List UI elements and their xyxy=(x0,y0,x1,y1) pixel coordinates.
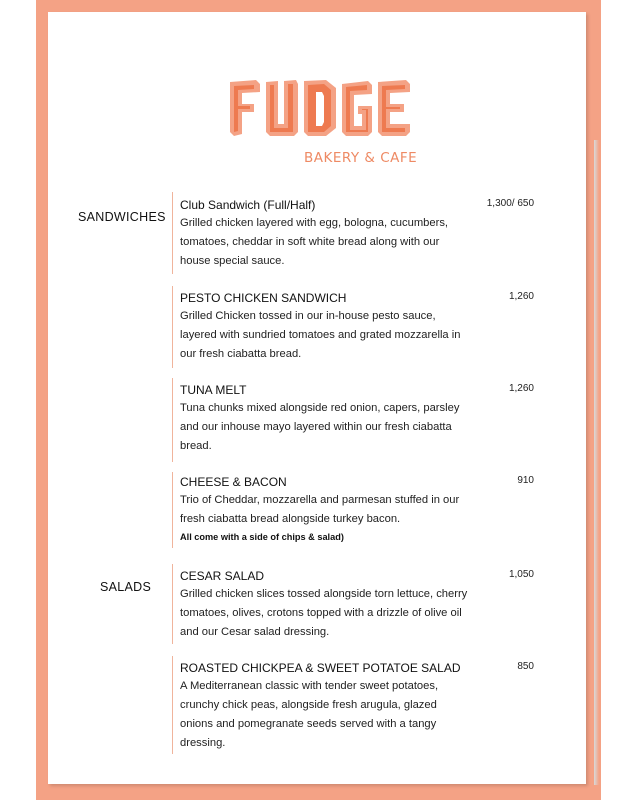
divider-line xyxy=(172,286,173,368)
item-description: Trio of Cheddar, mozzarella and parmesan stuffed in our fresh ciabatta bread alongside turkey bacon. xyxy=(180,494,460,525)
item-description: Grilled chicken slices tossed alongside torn lettuce, cherry tomatoes, olives, crotons topped with a drizzle of olive oil and our Cesar salad dressing. xyxy=(180,588,468,638)
item-description: Grilled chicken layered with egg, bologna, cucumbers, tomatoes, cheddar in soft white bread along with our house special sauce. xyxy=(180,217,449,267)
divider-line xyxy=(172,656,173,754)
item-name: CHEESE & BACON xyxy=(180,475,287,489)
item-description: Grilled Chicken tossed in our in-house pesto sauce, layered with sundried tomatoes and grated mozzarella in our fresh ciabatta bread. xyxy=(180,310,461,360)
section-label-sandwiches: SANDWICHES xyxy=(78,210,166,224)
logo-letter-e xyxy=(378,80,410,136)
menu-item xyxy=(180,659,470,753)
logo-letter-g xyxy=(342,81,372,136)
divider-line xyxy=(172,564,173,644)
logo-subtitle: BAKERY & CAFE xyxy=(304,150,418,166)
item-name: ROASTED CHICKPEA & SWEET POTATOE SALAD xyxy=(180,661,461,675)
item-price: 1,050 xyxy=(508,569,534,580)
item-price: 850 xyxy=(517,661,534,672)
logo-letter-f xyxy=(230,80,260,136)
menu-item xyxy=(180,196,470,271)
section-label-salads: SALADS xyxy=(100,580,152,594)
item-description: A Mediterranean classic with tender sweet potatoes, crunchy chick peas, alongside fresh arugula, glazed onions and pomegranate seeds served with a tangy dressing. xyxy=(180,680,439,749)
item-price: 910 xyxy=(517,475,534,486)
divider-line xyxy=(172,472,173,548)
item-price: 1,260 xyxy=(508,383,534,394)
logo-letter-d xyxy=(304,80,336,136)
item-note: All come with a side of chips & salad) xyxy=(180,532,344,542)
page-shadow xyxy=(594,140,599,785)
item-name: CESAR SALAD xyxy=(180,569,265,583)
item-name: PESTO CHICKEN SANDWICH xyxy=(180,291,347,305)
fudge-logo xyxy=(226,76,412,142)
divider-line xyxy=(172,192,173,274)
menu-item xyxy=(180,289,470,364)
item-name: Club Sandwich (Full/Half) xyxy=(180,198,316,212)
item-price: 1,260 xyxy=(508,291,534,302)
item-description: Tuna chunks mixed alongside red onion, capers, parsley and our inhouse mayo layered within our fresh ciabatta bread. xyxy=(180,402,460,452)
menu-item xyxy=(180,473,470,544)
item-name: TUNA MELT xyxy=(180,383,247,397)
menu-item xyxy=(180,381,470,456)
divider-line xyxy=(172,378,173,462)
item-price: 1,300/ 650 xyxy=(486,198,534,209)
menu-item xyxy=(180,567,470,642)
logo-letter-u xyxy=(266,80,298,136)
